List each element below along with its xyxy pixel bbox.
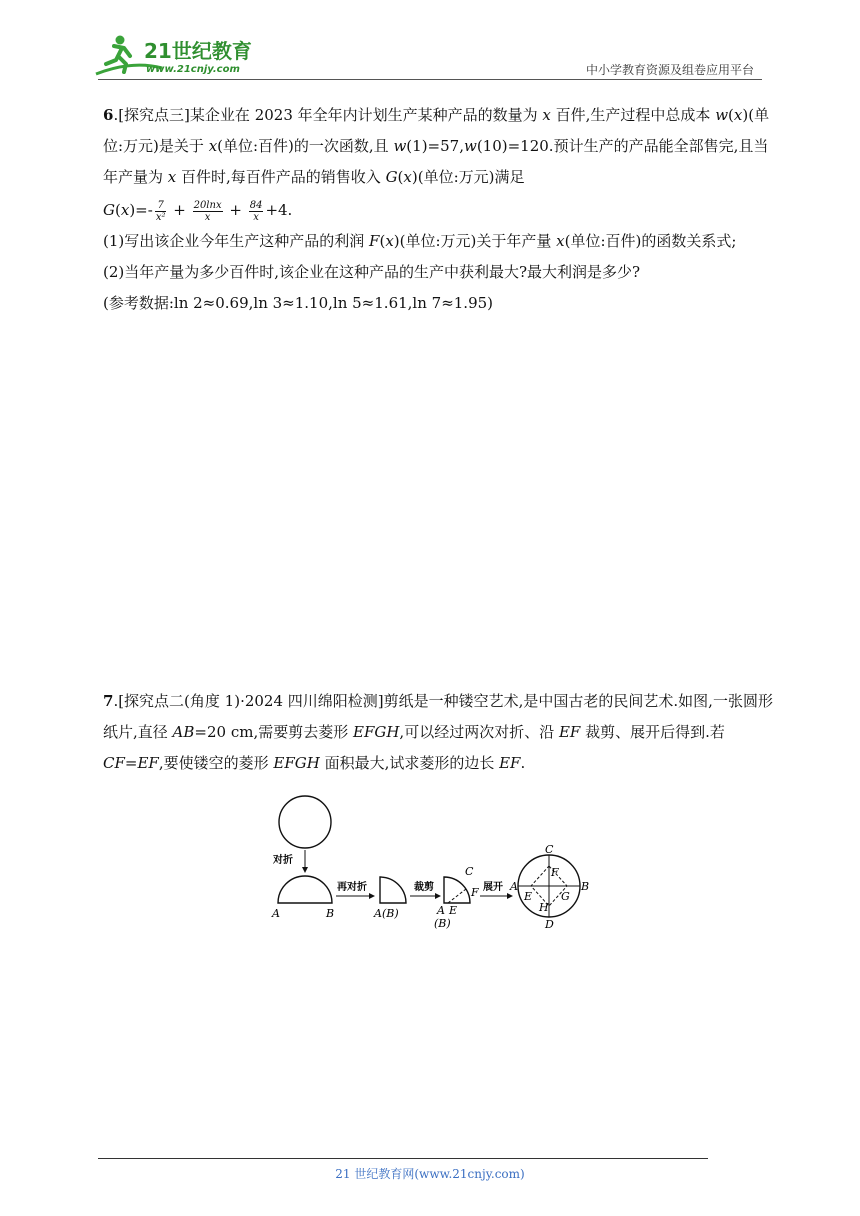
header-platform-name: 中小学教育资源及组卷应用平台 bbox=[585, 63, 754, 77]
fraction-84-over-x: $\frac{84}{x}$ bbox=[249, 199, 263, 223]
q7-tag: .[探究点二(角度 1)·2024 四川绵阳检测] bbox=[113, 692, 384, 710]
svg-text:E: E bbox=[449, 904, 458, 917]
fraction-7-over-x2: $\frac{7}{\text{x²}}$ bbox=[155, 199, 166, 223]
svg-text:A: A bbox=[272, 907, 280, 920]
q6-part-2: (2)当年产量为多少百件时,该企业在这种产品的生产中获利最大?最大利润是多少? bbox=[103, 263, 641, 281]
logo-url: www.21cnjy.com bbox=[146, 64, 240, 75]
svg-text:H: H bbox=[539, 901, 549, 914]
q7-paragraph: 7.[探究点二(角度 1)·2024 四川绵阳检测]剪纸是一种镂空艺术,是中国古老的民间艺术.如图,一张圆形纸片,直径 AB=20 cm,需要剪去菱形 EFGH,可以经过两次对折、沿 EF 裁剪、展开后得到.若 CF=EF,要使镂空的菱形 EFGH 面积最大,试求菱形的边长 EF. bbox=[103, 692, 773, 772]
q6-tag: .[探究点三] bbox=[113, 106, 190, 124]
footer-text[interactable]: 21 世纪教育网(www.21cnjy.com) bbox=[335, 1167, 525, 1181]
label-refold: 再对折 bbox=[337, 882, 367, 893]
q6-part-1: (1)写出该企业今年生产这种产品的利润 F(x)(单位:万元)关于年产量 x(单位:百件)的函数关系式; bbox=[103, 232, 737, 250]
svg-text:B: B bbox=[326, 907, 335, 920]
q6-paragraph-1: 6.[探究点三]某企业在 2023 年全年内计划生产某种产品的数量为 x 百件,生产过程中总成本 w(x)(单位:万元)是关于 x(单位:百件)的一次函数,且 w(1)=57,w(10)=120.预计生产的产品能全部售完,且当年产量为 x 百件时,每百件产品的销售收入 G(x)(单位:万元)满足 bbox=[103, 106, 770, 186]
fraction-20lnx-over-x: $\frac{20\ln x}{x}$ bbox=[193, 199, 222, 223]
q6-number: 6 bbox=[103, 106, 114, 124]
svg-text:A(B): A(B) bbox=[374, 907, 399, 920]
label-cut: 裁剪 bbox=[414, 882, 434, 893]
q7-number: 7 bbox=[103, 692, 114, 710]
label-fold: 对折 bbox=[273, 855, 293, 866]
semicircle-paper bbox=[278, 876, 332, 903]
svg-text:G: G bbox=[561, 890, 570, 903]
quarter-cut-paper bbox=[444, 877, 470, 903]
svg-text:A: A bbox=[510, 880, 518, 893]
circle-paper bbox=[279, 796, 331, 848]
svg-text:D: D bbox=[545, 918, 554, 931]
svg-text:B: B bbox=[581, 880, 590, 893]
svg-text:A: A bbox=[437, 904, 445, 917]
label-unfold: 展开 bbox=[483, 882, 503, 893]
logo-wordmark: 21世纪教育 bbox=[144, 39, 252, 63]
svg-text:(B): (B) bbox=[434, 917, 451, 930]
svg-text:F: F bbox=[551, 866, 559, 879]
quarter-paper bbox=[380, 877, 406, 903]
svg-text:C: C bbox=[465, 865, 474, 878]
question-6 bbox=[103, 100, 773, 319]
site-logo bbox=[92, 30, 262, 80]
footer-divider bbox=[98, 1158, 708, 1159]
question-7 bbox=[103, 686, 773, 779]
header-divider bbox=[98, 79, 762, 80]
cut-line-EF bbox=[448, 889, 466, 903]
svg-text:C: C bbox=[545, 843, 554, 856]
svg-text:E: E bbox=[524, 890, 533, 903]
q6-formula: G(x)=- $\frac{7}{\text{x²}}$ + $\frac{20\ln x}{x}$ + $\frac{84}{x}$ +4. bbox=[103, 199, 293, 223]
svg-text:F: F bbox=[471, 886, 479, 899]
q6-reference-data: (参考数据:ln 2≈0.69,ln 3≈1.10,ln 5≈1.61,ln 7≈1.95) bbox=[103, 294, 494, 312]
paper-cutting-diagram bbox=[268, 793, 598, 938]
